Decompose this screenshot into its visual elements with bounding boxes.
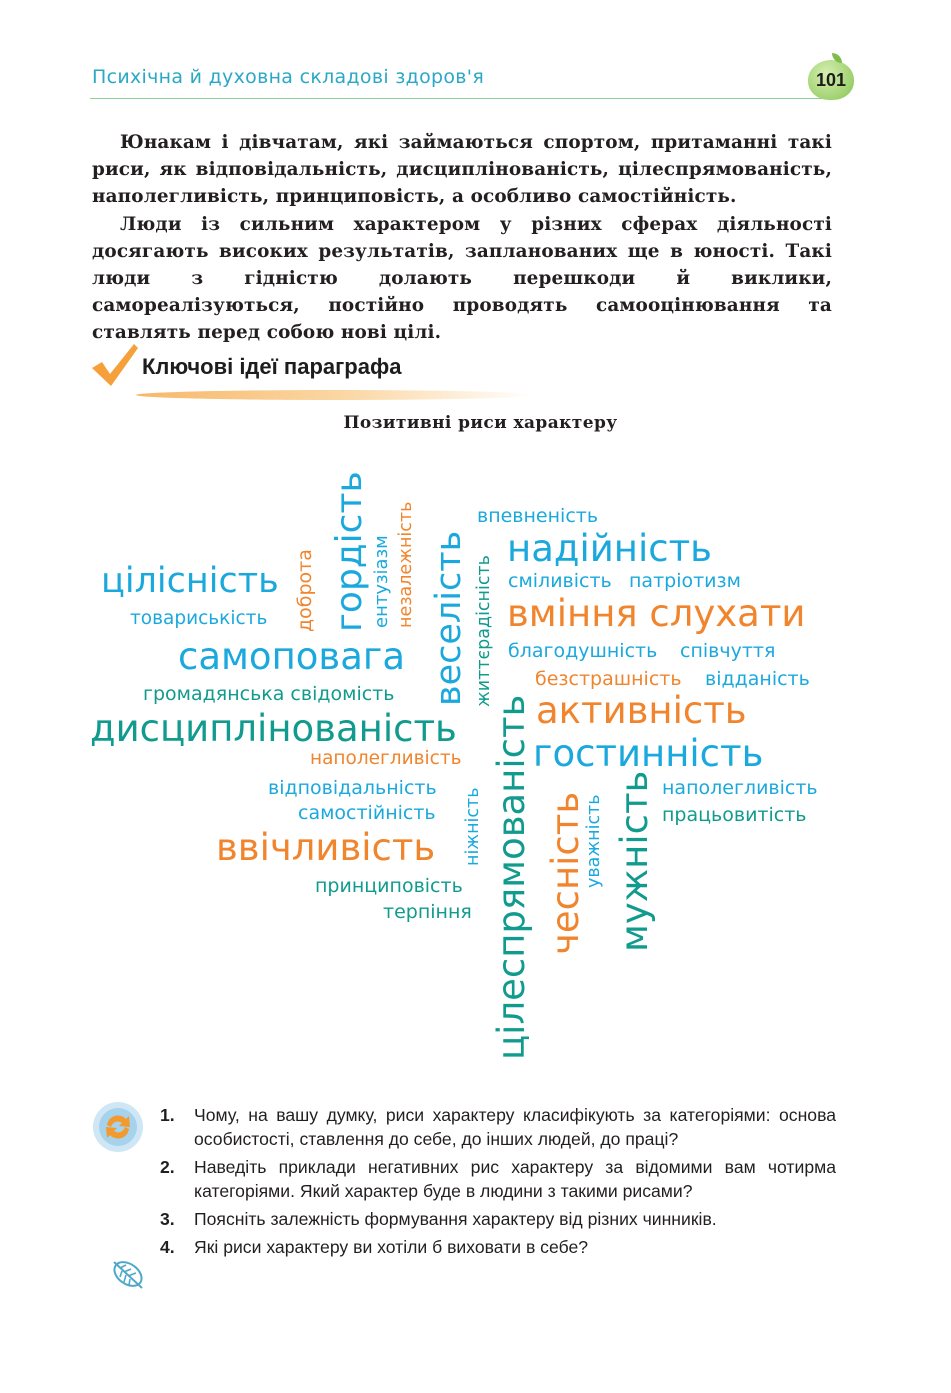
- word-bezstrashnist: безстрашність: [535, 668, 682, 690]
- question-item: [160, 1235, 836, 1259]
- word-napoleglyvist-1: наполегливість: [310, 748, 462, 769]
- word-aktyvnist: активність: [536, 689, 747, 732]
- question-number: 1.: [160, 1105, 175, 1125]
- word-blahodushnist: благодушність: [508, 640, 658, 662]
- key-ideas-title: Ключові ідеї параграфа: [142, 354, 402, 379]
- word-zhyttieradisnist: життєрадісність: [474, 555, 494, 707]
- word-chesnist: чесність: [544, 791, 587, 955]
- word-gordist: гордість: [329, 471, 370, 632]
- question-item: [160, 1103, 836, 1151]
- page-number: 101: [815, 69, 847, 90]
- word-samostiinist: самостійність: [298, 802, 436, 824]
- word-hostynnist: гостинність: [533, 732, 764, 775]
- question-number: 3.: [160, 1209, 175, 1229]
- word-pratsovytist: працьовитість: [662, 804, 807, 826]
- word-pryntsypovist: принциповість: [315, 875, 463, 897]
- word-nadiinist: надійність: [507, 527, 712, 570]
- refresh-icon: [92, 1101, 144, 1153]
- word-veselist: веселість: [429, 530, 469, 706]
- word-entuziazm: ентузіазм: [371, 535, 392, 628]
- word-patriotyzm: патріотизм: [629, 570, 741, 592]
- word-smilyvist: сміливість: [508, 570, 612, 592]
- word-vminnia-sluhaty: вміння слухати: [507, 592, 806, 635]
- word-terpinnia: терпіння: [383, 901, 472, 923]
- question-text: Чому, на вашу думку, риси характеру класифікують за категоріями: основа особистості, ставлення до себе, до інших людей, до праці?: [194, 1105, 836, 1149]
- leaf-icon: [110, 1258, 146, 1292]
- question-item: [160, 1207, 836, 1231]
- word-samopovaga: самоповага: [178, 635, 405, 678]
- word-nezalezhnist: незалежність: [396, 501, 416, 628]
- word-spivchuttia: співчуття: [680, 640, 776, 662]
- questions-list: [160, 1103, 836, 1263]
- word-tovaryskist: товариськість: [130, 608, 268, 629]
- word-napoleglyvist-2: наполегливість: [662, 777, 818, 799]
- word-hromadianska: громадянська свідомість: [143, 683, 395, 705]
- question-text: Які риси характеру ви хотіли б виховати в себе?: [194, 1237, 589, 1257]
- question-number: 4.: [160, 1237, 175, 1257]
- running-head: Психічна й духовна складові здоров'я: [92, 66, 485, 88]
- question-text: Поясніть залежність формування характеру від різних чинників.: [194, 1209, 717, 1229]
- word-vpevnenist: впевненість: [477, 505, 599, 527]
- paragraph: Юнакам і дівчатам, які займаються спортом, притаманні такі риси, як відповідальність, дисциплінованість, цілеспрямованість, наполегливість, принциповість, а особливо самостійність.: [92, 132, 832, 208]
- word-tsilespriamovanist: цілеспрямованість: [490, 694, 533, 1060]
- word-cloud-title: Позитивні риси характеру: [343, 413, 618, 433]
- word-vvichlyvist: ввічливість: [216, 826, 436, 869]
- paragraph: Люди із сильним характером у різних сферах діяльності досягають високих результатів, запланованих ще в юності. Такі люди з гідністю долають перешкоди й виклики, самореалізуються, постійно проводять самооцінювання та ставлять перед собою нові цілі.: [92, 213, 832, 344]
- word-uvazhnist: уважність: [584, 794, 604, 888]
- word-nizhnist: ніжність: [463, 787, 483, 866]
- word-tsilisnist: цілісність: [101, 561, 279, 601]
- word-dystsyplinovanist: дисциплінованість: [90, 707, 457, 750]
- word-viddanist: відданість: [705, 668, 810, 690]
- question-text: Наведіть приклади негативних рис характеру за відомими вам чотирма категоріями. Який характер буде в людини з такими рисами?: [194, 1157, 836, 1201]
- question-item: [160, 1155, 836, 1203]
- word-muzhnist: мужність: [613, 770, 656, 952]
- word-vidpovidalnist: відповідальність: [268, 777, 437, 799]
- question-number: 2.: [160, 1157, 175, 1177]
- word-dobrota: доброта: [294, 549, 316, 632]
